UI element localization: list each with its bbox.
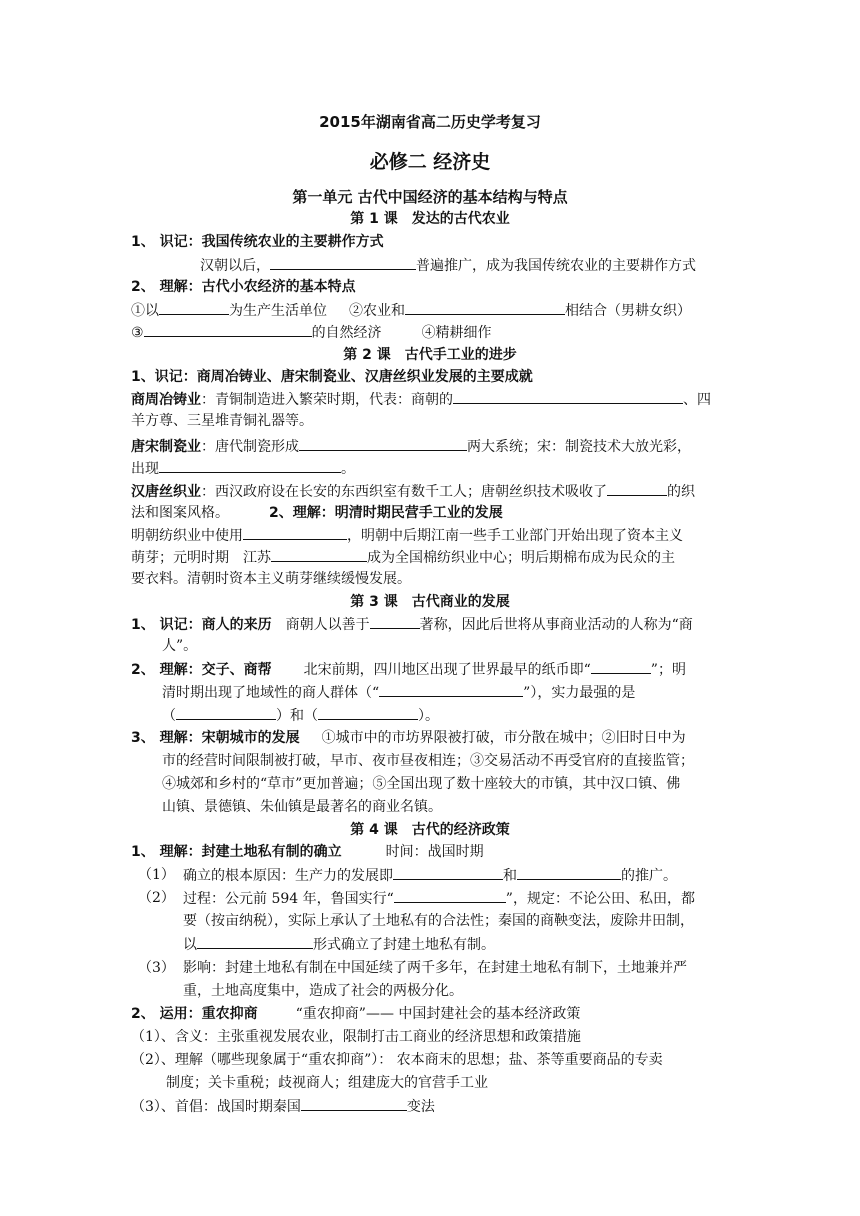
fill-blank bbox=[379, 682, 523, 697]
lesson4-heading-1: 1、 理解：封建土地私有制的确立 时间：战国时期 bbox=[131, 844, 484, 860]
fill-blank bbox=[301, 1096, 407, 1111]
lesson3-para3-line3: ④城郊和乡村的“草市”更加普遍；⑤全国出现了数十座较大的市镇，其中汉口镇、佛 bbox=[162, 776, 681, 792]
lesson1-heading-2: 2、 理解：古代小农经济的基本特点 bbox=[131, 279, 356, 295]
lesson3-para3-line2: 市的经营时间限制被打破，早市、夜市昼夜相连；③交易活动不再受官府的直接监管； bbox=[162, 753, 694, 769]
lesson4-policy-3: （3）、首倡：战国时期秦国 变法 bbox=[131, 1096, 435, 1117]
lesson2-para4-line2: 萌芽；元明时期 江苏 成为全国棉纺织业中心；明后期棉布成为民众的主 bbox=[131, 547, 675, 568]
document-subtitle: 必修二 经济史 bbox=[369, 151, 491, 173]
lesson1-line-1: 汉朝以后， 普遍推广，成为我国传统农业的主要耕作方式 bbox=[200, 255, 696, 276]
lesson1-line-3: ③ 的自然经济 ④精耕细作 bbox=[131, 322, 492, 343]
lesson4-item3-line1: 影响：封建土地私有制在中国延续了两千多年，在封建土地私有制下，土地兼并严 bbox=[183, 960, 687, 976]
lesson3-para2-line1: 2、 理解：交子、商帮 北宋前期，四川地区出现了世界最早的纸币即“ ”；明 bbox=[131, 659, 686, 680]
fill-blank bbox=[394, 888, 506, 903]
lesson4-item3-line2: 重，土地高度集中，造成了社会的两极分化。 bbox=[183, 983, 463, 999]
lesson4-item2-number: （2） bbox=[138, 890, 175, 906]
document-title: 2015年湖南省高二历史学考复习 bbox=[319, 113, 541, 131]
fill-blank bbox=[370, 614, 420, 629]
lesson3-para3-line4: 山镇、景德镇、朱仙镇是最著名的商业名镇。 bbox=[162, 799, 442, 815]
fill-blank bbox=[176, 705, 276, 720]
lesson3-title: 第 3 课 古代商业的发展 bbox=[350, 594, 510, 610]
unit-title: 第一单元 古代中国经济的基本结构与特点 bbox=[292, 188, 568, 206]
fill-blank bbox=[318, 705, 418, 720]
lesson3-para3-line1: 3、 理解：宋朝城市的发展 ①城市中的市坊界限被打破，市分散在城中；②旧时日中为 bbox=[131, 730, 686, 746]
lesson4-heading-2: 2、 运用：重农抑商 “重农抑商”—— 中国封建社会的基本经济政策 bbox=[131, 1006, 581, 1022]
lesson4-policy-2-line1: （2）、理解（哪些现象属于“重农抑商”）： 农本商末的思想；盐、茶等重要商品的专卖 bbox=[131, 1052, 663, 1068]
lesson4-item2-line2: 要（按亩纳税），实际上承认了土地私有的合法性；秦国的商鞅变法，废除井田制， bbox=[183, 913, 694, 929]
fill-blank bbox=[197, 934, 313, 949]
fill-blank bbox=[270, 255, 416, 270]
lesson1-title: 第 1 课 发达的古代农业 bbox=[350, 211, 510, 227]
lesson2-para4-line1: 明朝纺织业中使用 ，明朝中后期江南一些手工业部门开始出现了资本主义 bbox=[131, 525, 683, 546]
lesson4-item1-line1: 确立的根本原因：生产力的发展即 和 的推广。 bbox=[183, 865, 677, 886]
lesson3-para1-line2: 人”。 bbox=[162, 638, 198, 654]
lesson4-item1-number: （1） bbox=[138, 867, 175, 883]
lesson4-title: 第 4 课 古代的经济政策 bbox=[350, 822, 510, 838]
fill-blank bbox=[393, 865, 503, 880]
lesson4-policy-2-line2: 制度；关卡重税；歧视商人；组建庞大的官营手工业 bbox=[166, 1075, 488, 1091]
fill-blank bbox=[591, 659, 651, 674]
fill-blank bbox=[159, 300, 229, 315]
lesson1-heading-1: 1、 识记：我国传统农业的主要耕作方式 bbox=[131, 234, 384, 250]
fill-blank bbox=[405, 300, 565, 315]
fill-blank bbox=[243, 525, 347, 540]
lesson2-para3-line1: 汉唐丝织业：西汉政府设在长安的东西织室有数千工人；唐朝丝织技术吸收了 的织 bbox=[131, 481, 695, 502]
lesson1-line-2: ①以 为生产生活单位 ②农业和 相结合（男耕女织） bbox=[131, 300, 691, 321]
lesson2-title: 第 2 课 古代手工业的进步 bbox=[343, 347, 517, 363]
lesson4-item3-number: （3） bbox=[138, 960, 175, 976]
lesson3-para2-line2: 清时期出现了地域性的商人群体（“ ”），实力最强的是 bbox=[162, 682, 635, 703]
lesson2-para2-line1: 唐宋制瓷业：唐代制瓷形成 两大系统；宋：制瓷技术大放光彩， bbox=[131, 436, 691, 457]
lesson3-para2-line3: （ ）和（ ）。 bbox=[162, 705, 439, 726]
fill-blank bbox=[607, 481, 667, 496]
lesson3-para1-line1: 1、 识记：商人的来历 商朝人以善于 著称，因此后世将从事商业活动的人称为“商 bbox=[131, 614, 693, 635]
lesson2-para4-line3: 要衣料。清朝时资本主义萌芽继续缓慢发展。 bbox=[131, 571, 411, 587]
lesson2-para1-line2: 羊方尊、三星堆青铜礼器等。 bbox=[131, 413, 313, 429]
lesson4-policy-1: （1）、含义：主张重视发展农业，限制打击工商业的经济思想和政策措施 bbox=[131, 1029, 581, 1045]
lesson2-para1-line1: 商周冶铸业：青铜制造进入繁荣时期，代表：商朝的 、四 bbox=[131, 389, 711, 410]
lesson4-item2-line1: 过程：公元前 594 年，鲁国实行“ ”，规定：不论公田、私田，都 bbox=[183, 888, 695, 909]
lesson2-para3-line2: 法和图案风格。 2、理解：明清时期民营手工业的发展 bbox=[131, 505, 503, 521]
fill-blank bbox=[453, 389, 683, 404]
lesson2-heading-1: 1、识记：商周冶铸业、唐宋制瓷业、汉唐丝织业发展的主要成就 bbox=[131, 369, 533, 385]
fill-blank bbox=[271, 547, 367, 562]
lesson4-item2-line3: 以 形式确立了封建土地私有制。 bbox=[183, 934, 495, 955]
fill-blank bbox=[517, 865, 621, 880]
fill-blank bbox=[144, 322, 312, 337]
fill-blank bbox=[299, 436, 467, 451]
lesson2-para2-line2: 出现 。 bbox=[131, 458, 355, 479]
fill-blank bbox=[159, 458, 341, 473]
